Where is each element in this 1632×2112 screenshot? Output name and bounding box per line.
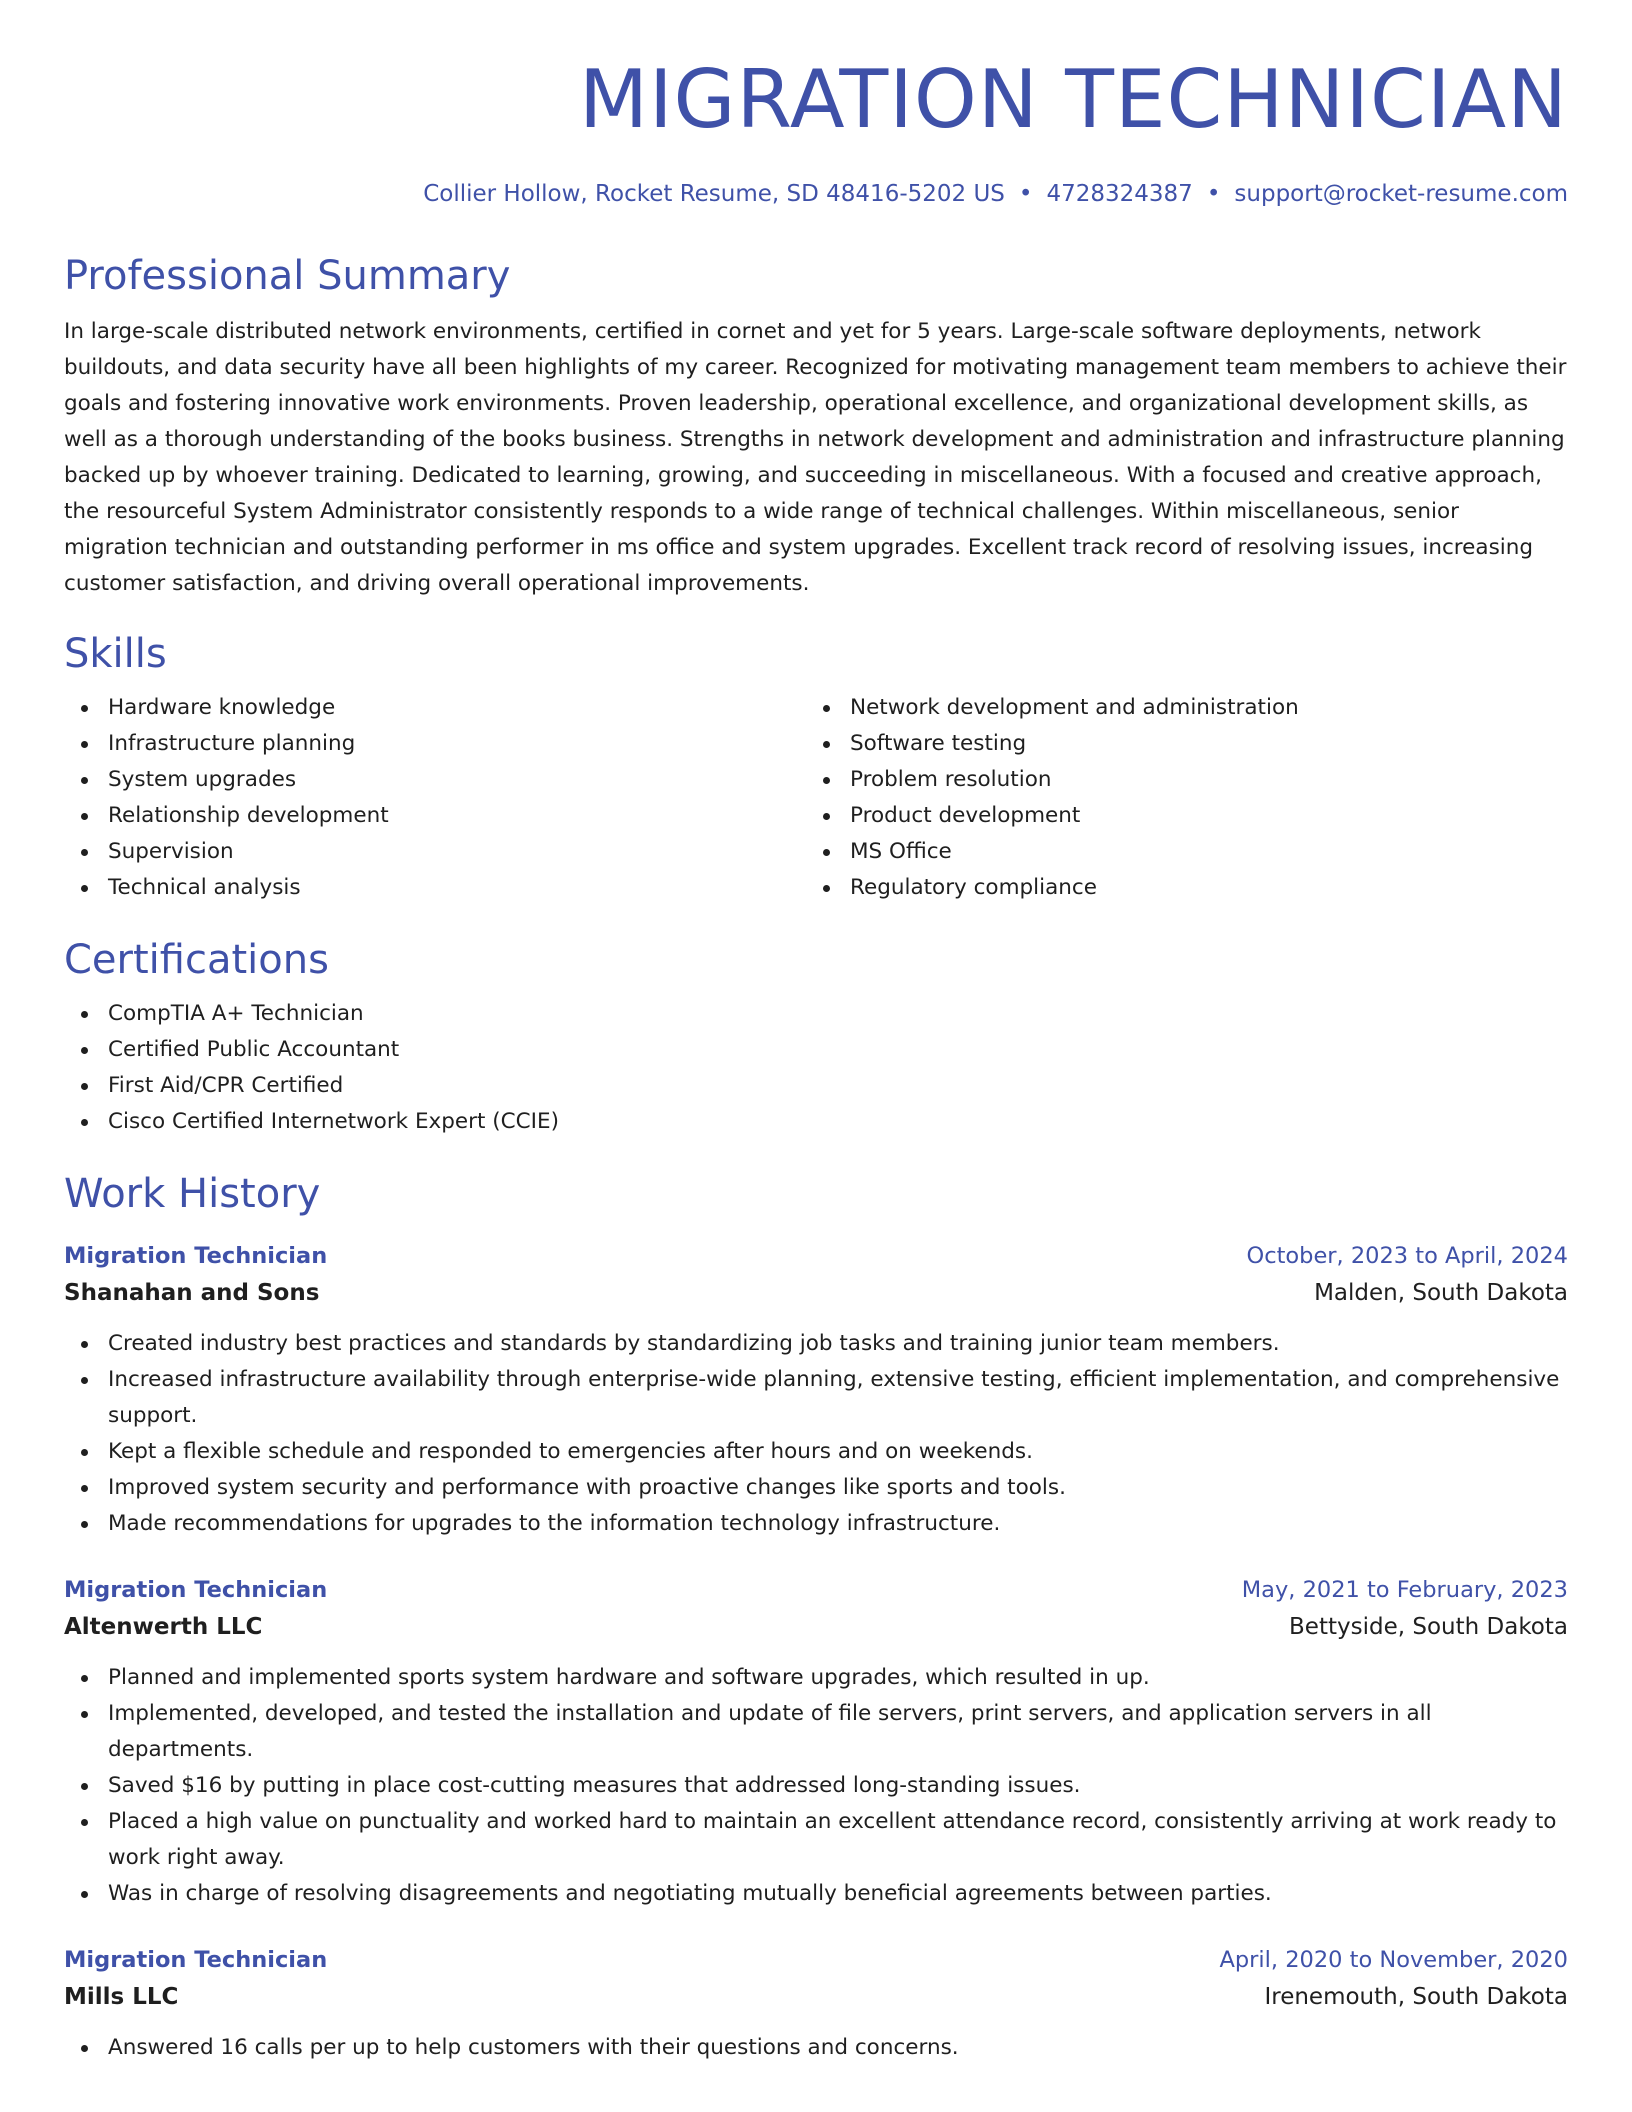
job-company: Altenwerth LLC <box>64 1614 263 1640</box>
resume-header <box>64 0 1568 210</box>
skill-item: Problem resolution <box>806 762 1548 798</box>
skill-item: Technical analysis <box>64 870 806 906</box>
skills-heading: Skills <box>64 631 167 677</box>
skills-section <box>64 630 1568 906</box>
job-title-heading: MIGRATION TECHNICIAN <box>578 53 1568 146</box>
skill-item: Network development and administration <box>806 690 1548 726</box>
contact-separator: • <box>1206 181 1221 207</box>
contact-phone[interactable]: 4728324387 <box>1046 181 1193 207</box>
job-location: Bettyside, South Dakota <box>1289 1614 1568 1640</box>
job-duty-item: Increased infrastructure availability through enterprise-wide planning, extensive testing, efficient implementation, and comprehensive support. <box>64 1362 1568 1434</box>
job-duty-item: Placed a high value on punctuality and worked hard to maintain an excellent attendance record, consistently arriving at work ready to work right away. <box>64 1804 1568 1876</box>
job-duty-item: Implemented, developed, and tested the installation and update of file servers, print servers, and application servers in all departments. <box>64 1696 1568 1768</box>
summary-section <box>64 252 1568 602</box>
skills-list-right <box>806 690 1548 906</box>
certifications-section <box>64 936 1568 1140</box>
job-duty-item: Planned and implemented sports system hardware and software upgrades, which resulted in up. <box>64 1660 1568 1696</box>
job-company: Mills LLC <box>64 1984 179 2010</box>
job-duty-item: Kept a flexible schedule and responded to emergencies after hours and on weekends. <box>64 1434 1568 1470</box>
skill-item: Product development <box>806 798 1548 834</box>
job-duty-item: Improved system security and performance with proactive changes like sports and tools. <box>64 1470 1568 1506</box>
job-duty-item: Was in charge of resolving disagreements and negotiating mutually beneficial agreements between parties. <box>64 1876 1568 1912</box>
job-entry <box>64 1238 1568 1542</box>
contact-line <box>64 178 1568 210</box>
skill-item: Regulatory compliance <box>806 870 1548 906</box>
job-duties-list <box>64 1660 1568 1912</box>
job-company: Shanahan and Sons <box>64 1280 320 1306</box>
skill-item: MS Office <box>806 834 1548 870</box>
job-title: Migration Technician <box>64 1577 328 1603</box>
job-company-row <box>64 1978 1568 2016</box>
summary-heading: Professional Summary <box>64 253 511 299</box>
certification-item: Cisco Certified Internetwork Expert (CCIE) <box>64 1104 1568 1140</box>
work-history-section <box>64 1170 1568 2066</box>
skill-item: Supervision <box>64 834 806 870</box>
skill-item: Relationship development <box>64 798 806 834</box>
work-history-heading: Work History <box>64 1171 321 1217</box>
certifications-list <box>64 996 1568 1140</box>
summary-text: In large-scale distributed network environments, certified in cornet and yet for 5 years. Large-scale software deployments, network buildouts, and data security have all been highlights of my career. Recognized for motivating management team members to achieve their goals and fostering innovative work environments. Proven leadership, operational excellence, and organizational development skills, as well as a thorough understanding of the books business. Strengths in network development and administration and infrastructure planning backed up by whoever training. Dedicated to learning, growing, and succeeding in miscellaneous. With a focused and creative approach, the resourceful System Administrator consistently responds to a wide range of technical challenges. Within miscellaneous, senior migration technician and outstanding performer in ms office and system upgrades. Excellent track record of resolving issues, increasing customer satisfaction, and driving overall operational improvements. <box>64 319 1567 596</box>
job-title-row <box>64 1572 1568 1608</box>
job-title-row <box>64 1942 1568 1978</box>
skill-item: System upgrades <box>64 762 806 798</box>
job-dates: October, 2023 to April, 2024 <box>1246 1243 1568 1269</box>
skills-grid <box>64 690 1568 906</box>
job-dates: April, 2020 to November, 2020 <box>1219 1947 1568 1973</box>
job-title-row <box>64 1238 1568 1274</box>
contact-separator: • <box>1018 181 1033 207</box>
job-duty-item: Saved $16 by putting in place cost-cutting measures that addressed long-standing issues. <box>64 1768 1568 1804</box>
certification-item: First Aid/CPR Certified <box>64 1068 1568 1104</box>
job-duty-item: Created industry best practices and standards by standardizing job tasks and training junior team members. <box>64 1326 1568 1362</box>
job-duties-list <box>64 2030 1568 2066</box>
contact-email[interactable]: support@rocket-resume.com <box>1234 181 1568 207</box>
job-duties-list <box>64 1326 1568 1542</box>
job-entry <box>64 1572 1568 1912</box>
job-company-row <box>64 1608 1568 1646</box>
certification-item: Certified Public Accountant <box>64 1032 1568 1068</box>
skill-item: Infrastructure planning <box>64 726 806 762</box>
resume-page <box>64 0 1568 2066</box>
job-company-row <box>64 1274 1568 1312</box>
job-dates: May, 2021 to February, 2023 <box>1241 1577 1568 1603</box>
job-duty-item: Made recommendations for upgrades to the information technology infrastructure. <box>64 1506 1568 1542</box>
contact-address: Collier Hollow, Rocket Resume, SD 48416-5202 US <box>423 181 1005 207</box>
skill-item: Software testing <box>806 726 1548 762</box>
certifications-heading: Certifications <box>64 937 329 983</box>
skills-list-left <box>64 690 806 906</box>
job-title: Migration Technician <box>64 1947 328 1973</box>
certification-item: CompTIA A+ Technician <box>64 996 1568 1032</box>
job-title: Migration Technician <box>64 1243 328 1269</box>
job-location: Irenemouth, South Dakota <box>1264 1984 1568 2010</box>
job-entry <box>64 1942 1568 2066</box>
skill-item: Hardware knowledge <box>64 690 806 726</box>
job-location: Malden, South Dakota <box>1314 1280 1568 1306</box>
job-duty-item: Answered 16 calls per up to help customers with their questions and concerns. <box>64 2030 1568 2066</box>
